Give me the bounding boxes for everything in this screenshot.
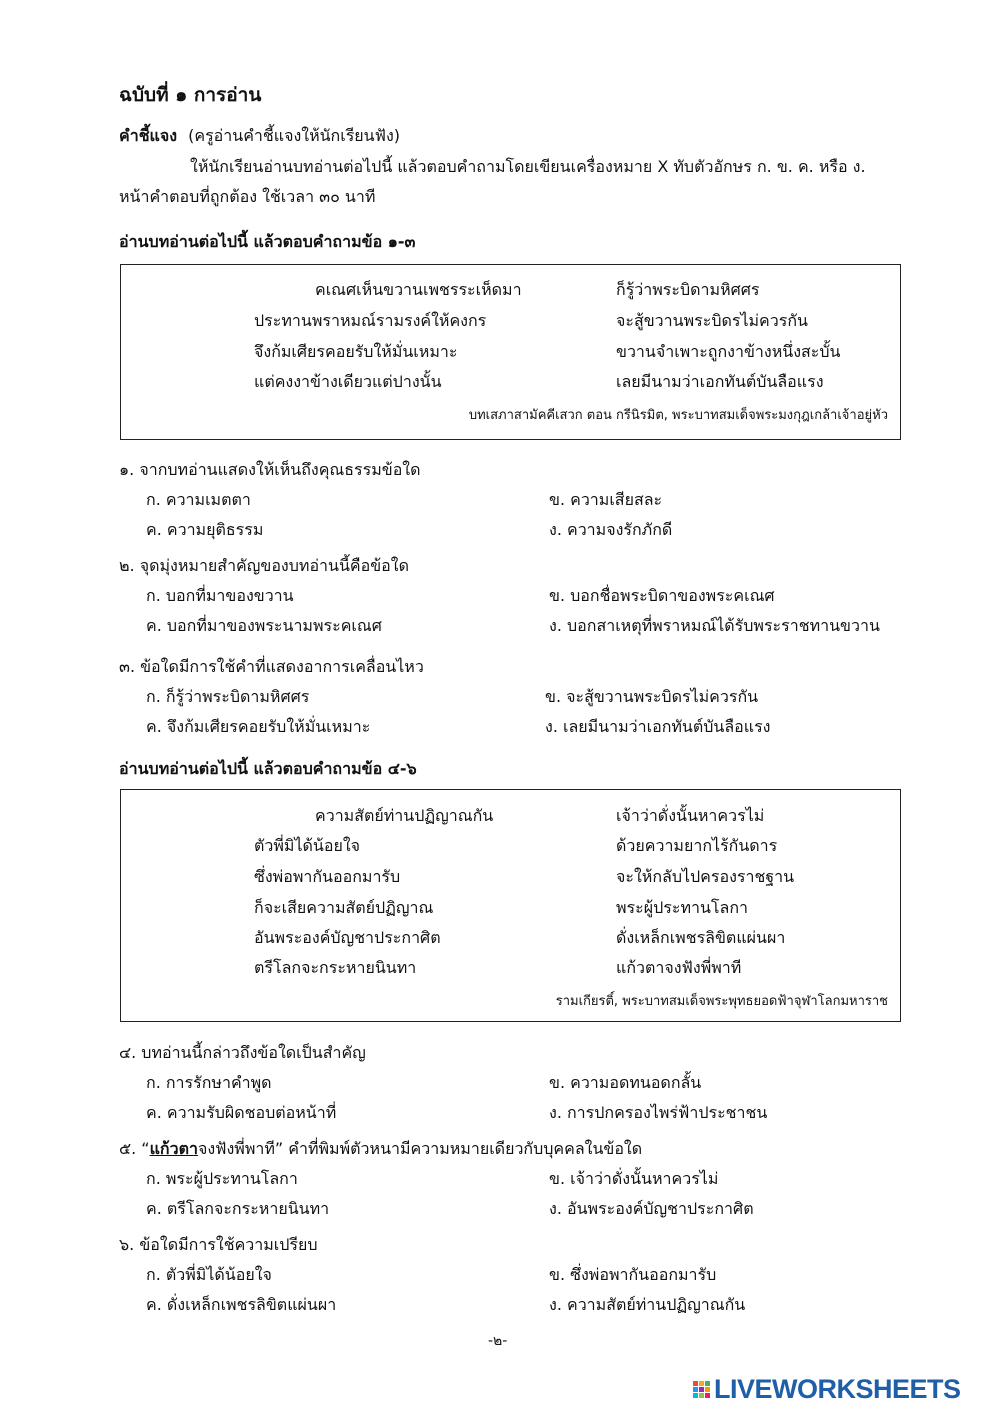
poem2-line4-right: พระผู้ประทานโลกา (616, 898, 748, 917)
poem1-line3-left: จึงก้มเศียรคอยรับให้มั่นเหมาะ (254, 342, 458, 361)
logo-square (699, 1387, 704, 1392)
logo-square (693, 1393, 698, 1398)
poem2-line3-right: จะให้กลับไปครองราชฐาน (616, 867, 795, 886)
q5-option-b[interactable]: ข. เจ้าว่าดั่งนั้นหาควรไม่ (549, 1169, 719, 1188)
q5-emphasis: แก้วตา (149, 1139, 198, 1158)
section-2-heading: อ่านบทอ่านต่อไปนี้ แล้วตอบคำถามข้อ ๔-๖ (119, 759, 417, 778)
q1-option-c[interactable]: ค. ความยุติธรรม (146, 520, 264, 539)
poem2-line2-right: ด้วยความยากไร้กันดาร (616, 836, 778, 855)
logo-square (693, 1381, 698, 1386)
q2-option-d[interactable]: ง. บอกสาเหตุที่พราหมณ์ได้รับพระราชทานขวาน (549, 616, 880, 635)
q6-option-c[interactable]: ค. ดั่งเหล็กเพชรลิขิตแผ่นผา (146, 1295, 337, 1314)
poem2-line2-left: ตัวพี่มิได้น้อยใจ (254, 836, 361, 855)
logo-square (705, 1387, 710, 1392)
logo-grid-icon (693, 1381, 710, 1398)
q6-option-b[interactable]: ข. ซึ่งพ่อพากันออกมารับ (549, 1265, 717, 1284)
document-title: ฉบับที่ ๑ การอ่าน (119, 84, 262, 106)
q1-option-b[interactable]: ข. ความเสียสละ (549, 490, 663, 509)
question-3: ๓. ข้อใดมีการใช้คำที่แสดงอาการเคลื่อนไหว (119, 657, 424, 676)
q1-option-a[interactable]: ก. ความเมตตา (146, 490, 251, 509)
poem1-line1-left: คเณศเห็นขวานเพชรระเห็ดมา (315, 280, 522, 299)
poem-box-2 (120, 789, 901, 1022)
q2-option-b[interactable]: ข. บอกชื่อพระบิดาของพระคเณศ (549, 586, 775, 605)
poem1-line4-right: เลยมีนามว่าเอกทันต์บันลือแรง (616, 372, 824, 391)
logo-square (705, 1393, 710, 1398)
poem1-credit: บทเสภาสามัคคีเสวก ตอน กรีนิรมิต, พระบาทสมเด็จพระมงกุฎเกล้าเจ้าอยู่หัว (468, 408, 888, 423)
q1-option-d[interactable]: ง. ความจงรักภักดี (549, 520, 673, 539)
q4-option-c[interactable]: ค. ความรับผิดชอบต่อหน้าที่ (146, 1103, 337, 1122)
poem2-line6-right: แก้วตาจงฟังพี่พาที (616, 958, 742, 977)
q4-option-a[interactable]: ก. การรักษาคำพูด (146, 1073, 272, 1092)
q6-option-d[interactable]: ง. ความสัตย์ท่านปฏิญาณกัน (549, 1295, 746, 1314)
logo-text: LIVEWORKSHEETS (714, 1373, 961, 1404)
instruction-note: (ครูอ่านคำชี้แจงให้นักเรียนฟัง) (188, 126, 400, 145)
instruction-heading (119, 124, 400, 149)
instruction-line-2: หน้าคำตอบที่ถูกต้อง ใช้เวลา ๓๐ นาที (119, 187, 376, 206)
q5-option-d[interactable]: ง. อันพระองค์บัญชาประกาศิต (549, 1199, 754, 1218)
poem1-line3-right: ขวานจำเพาะถูกงาข้างหนึ่งสะบั้น (616, 342, 841, 361)
q3-option-c[interactable]: ค. จึงก้มเศียรคอยรับให้มั่นเหมาะ (146, 717, 371, 736)
q3-option-d[interactable]: ง. เลยมีนามว่าเอกทันต์บันลือแรง (545, 717, 771, 736)
q2-option-c[interactable]: ค. บอกที่มาของพระนามพระคเณศ (146, 616, 382, 635)
q4-option-b[interactable]: ข. ความอดทนอดกลั้น (549, 1073, 702, 1092)
logo-square (693, 1387, 698, 1392)
question-1: ๑. จากบทอ่านแสดงให้เห็นถึงคุณธรรมข้อใด (119, 460, 421, 479)
question-4: ๔. บทอ่านนี้กล่าวถึงข้อใดเป็นสำคัญ (119, 1043, 366, 1062)
section-1-heading: อ่านบทอ่านต่อไปนี้ แล้วตอบคำถามข้อ ๑-๓ (119, 232, 416, 251)
poem1-line1-right: ก็รู้ว่าพระบิดามหิศศร (616, 280, 760, 299)
logo-square (699, 1393, 704, 1398)
q3-option-a[interactable]: ก. ก็รู้ว่าพระบิดามหิศศร (146, 687, 310, 706)
instruction-label: คำชี้แจง (119, 126, 178, 145)
question-5 (119, 1137, 642, 1162)
poem2-line5-right: ดั่งเหล็กเพชรลิขิตแผ่นผา (616, 928, 786, 947)
question-6: ๖. ข้อใดมีการใช้ความเปรียบ (119, 1235, 318, 1254)
logo-square (705, 1381, 710, 1386)
question-2: ๒. จุดมุ่งหมายสำคัญของบทอ่านนี้คือข้อใด (119, 556, 409, 575)
poem2-credit: รามเกียรติ์, พระบาทสมเด็จพระพุทธยอดฟ้าจุฬาโลกมหาราช (555, 994, 888, 1009)
q5-prefix: ๕. “ (119, 1139, 150, 1158)
poem1-line2-right: จะสู้ขวานพระบิดรไม่ควรกัน (616, 311, 808, 330)
logo-square (699, 1381, 704, 1386)
q3-option-b[interactable]: ข. จะสู้ขวานพระบิดรไม่ควรกัน (545, 687, 759, 706)
liveworksheets-logo[interactable] (693, 1374, 961, 1404)
q2-option-a[interactable]: ก. บอกที่มาของขวาน (146, 586, 294, 605)
q5-rest: จงฟังพี่พาที” คำที่พิมพ์ตัวหนามีความหมายเดียวกับบุคคลในข้อใด (197, 1139, 643, 1158)
poem2-line3-left: ซึ่งพ่อพากันออกมารับ (254, 867, 401, 886)
poem2-line6-left: ตรีโลกจะกระหายนินทา (254, 958, 417, 977)
q5-option-c[interactable]: ค. ตรีโลกจะกระหายนินทา (146, 1199, 330, 1218)
page-number: -๒- (488, 1333, 508, 1349)
q4-option-d[interactable]: ง. การปกครองไพร่ฟ้าประชาชน (549, 1103, 768, 1122)
poem1-line4-left: แต่คงงาข้างเดียวแต่ปางนั้น (254, 372, 442, 391)
q6-option-a[interactable]: ก. ตัวพี่มิได้น้อยใจ (146, 1265, 272, 1284)
poem2-line4-left: ก็จะเสียความสัตย์ปฏิญาณ (254, 898, 434, 917)
poem2-line5-left: อันพระองค์บัญชาประกาศิต (254, 928, 441, 947)
q5-option-a[interactable]: ก. พระผู้ประทานโลกา (146, 1169, 298, 1188)
poem2-line1-right: เจ้าว่าดั่งนั้นหาควรไม่ (616, 806, 765, 825)
poem1-line2-left: ประทานพราหมณ์รามรงค์ให้คงกร (254, 311, 487, 330)
instruction-line-1: ให้นักเรียนอ่านบทอ่านต่อไปนี้ แล้วตอบคำถามโดยเขียนเครื่องหมาย X ทับตัวอักษร ก. ข. ค. หรือ ง. (190, 157, 866, 176)
poem2-line1-left: ความสัตย์ท่านปฏิญาณกัน (315, 806, 494, 825)
